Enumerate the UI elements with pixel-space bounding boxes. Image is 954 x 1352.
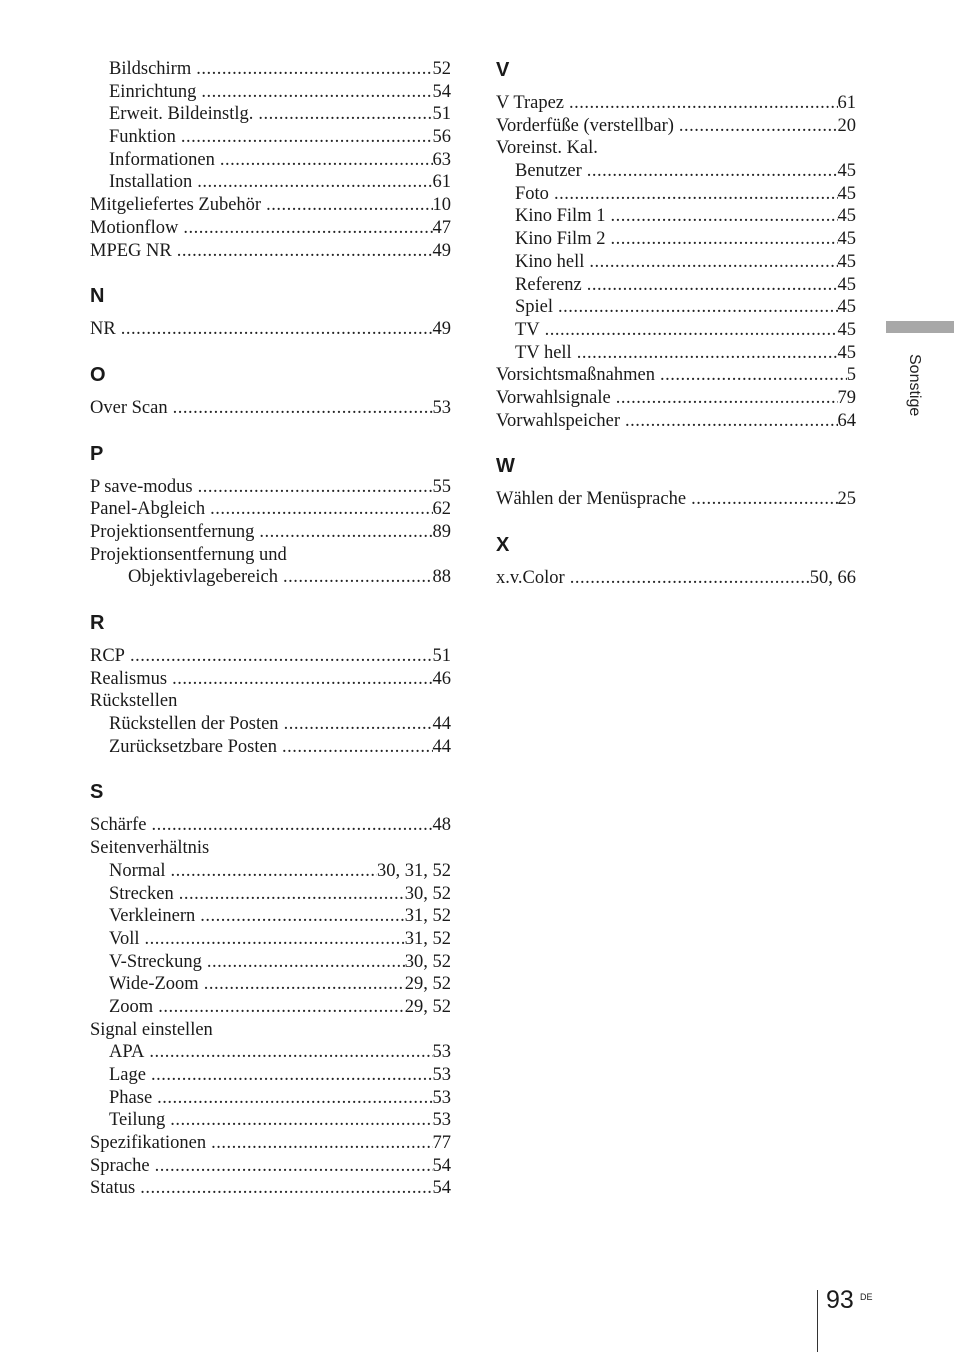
index-entry — [90, 498, 451, 521]
index-page-ref: 20 — [837, 115, 856, 136]
index-page-ref: 45 — [837, 342, 856, 363]
dot-leader — [166, 860, 377, 883]
index-entry — [90, 1155, 451, 1178]
dot-leader — [176, 126, 433, 149]
index-term: Spiel — [515, 297, 554, 318]
index-entry — [90, 81, 451, 104]
index-page-ref: 64 — [837, 410, 856, 431]
index-term: Informationen — [109, 149, 215, 170]
index-page-ref: 53 — [432, 397, 451, 418]
index-page-ref: 61 — [837, 93, 856, 113]
dot-leader — [564, 92, 837, 115]
index-section — [90, 58, 451, 262]
dot-leader — [196, 81, 432, 104]
index-term: Sprache — [90, 1155, 150, 1176]
dot-leader — [553, 296, 837, 319]
index-page-ref: 30, 52 — [404, 951, 451, 972]
index-term: Vorwahlspeicher — [496, 410, 620, 431]
index-term: Kino hell — [515, 251, 585, 272]
dot-leader — [584, 251, 837, 274]
index-page-ref: 79 — [837, 387, 856, 408]
dot-leader — [135, 1177, 432, 1200]
dot-leader — [205, 498, 432, 521]
index-term: Realismus — [90, 668, 168, 689]
dot-leader — [605, 205, 837, 228]
dot-leader — [193, 476, 433, 499]
dot-leader — [192, 171, 432, 194]
index-term: Signal einstellen — [90, 1019, 213, 1040]
index-entry — [90, 951, 451, 974]
index-term: Projektionsentfernung und — [90, 544, 287, 565]
index-entry — [90, 973, 451, 996]
dot-leader — [116, 318, 433, 341]
index-term: Projektionsentfernung — [90, 521, 255, 542]
index-page-ref: 31, 52 — [404, 906, 451, 927]
index-page-ref: 45 — [837, 251, 856, 272]
index-page-ref: 63 — [432, 149, 451, 170]
index-term: Seitenverhältnis — [90, 838, 210, 859]
index-entry — [496, 342, 856, 365]
index-section — [90, 363, 451, 420]
side-tab-label: Sonstige — [906, 354, 923, 417]
dot-leader — [277, 736, 433, 759]
index-entry — [90, 318, 451, 341]
dot-leader — [279, 713, 433, 736]
index-entry — [496, 205, 856, 228]
dot-leader — [605, 228, 837, 251]
index-page-ref: 88 — [432, 567, 451, 588]
index-term: Strecken — [109, 883, 174, 904]
index-page-ref: 89 — [432, 521, 451, 542]
index-page-ref: 44 — [432, 736, 451, 757]
index-page-ref: 29, 52 — [404, 996, 451, 1017]
section-letter-heading: W — [496, 455, 515, 478]
index-term: Voreinst. Kal. — [496, 138, 598, 159]
index-page-ref: 62 — [432, 499, 451, 520]
index-entry — [90, 668, 451, 691]
dot-leader — [261, 194, 432, 217]
index-page-ref: 47 — [432, 217, 451, 238]
dot-leader — [167, 668, 432, 691]
index-entry — [90, 240, 451, 263]
index-page-ref: 25 — [837, 489, 856, 510]
index-section — [496, 533, 856, 590]
dot-leader — [215, 149, 433, 172]
dot-leader — [674, 115, 838, 138]
dot-leader — [253, 103, 432, 126]
index-term: RCP — [90, 646, 125, 666]
index-page-ref: 50, 66 — [809, 568, 856, 588]
index-page-ref: 53 — [432, 1087, 451, 1108]
index-entry — [90, 713, 451, 736]
index-term: Funktion — [109, 127, 176, 148]
dot-leader — [254, 521, 432, 544]
dot-leader — [655, 364, 847, 387]
index-term: Wählen der Menüsprache — [496, 489, 687, 510]
index-page-ref: 44 — [432, 714, 451, 735]
index-term: Phase — [109, 1087, 153, 1108]
index-page-ref: 46 — [432, 668, 451, 689]
dot-leader — [125, 645, 433, 668]
section-letter-heading: V — [496, 59, 510, 81]
index-page-ref: 45 — [837, 183, 856, 204]
dot-leader — [153, 996, 405, 1019]
index-entry — [90, 690, 451, 713]
dot-leader — [195, 905, 404, 928]
index-term: V Trapez — [496, 93, 565, 113]
index-section — [90, 780, 451, 1200]
dot-leader — [582, 160, 838, 183]
dot-leader — [611, 387, 838, 410]
index-term: Panel-Abgleich — [90, 499, 206, 520]
index-page-ref: 51 — [432, 646, 451, 666]
index-page-ref: 10 — [432, 195, 451, 216]
index-entry — [90, 860, 451, 883]
index-page-ref: 45 — [837, 206, 856, 227]
index-term: Vorwahlsignale — [496, 387, 611, 408]
index-term: Foto — [515, 183, 549, 204]
index-page-ref: 51 — [432, 104, 451, 125]
section-letter-heading: S — [90, 781, 104, 804]
index-entry — [90, 905, 451, 928]
index-page-ref: 53 — [432, 1065, 451, 1085]
index-page-ref: 49 — [432, 319, 451, 340]
index-term: Erweit. Bildeinstlg. — [109, 104, 254, 125]
index-entry — [496, 183, 856, 206]
index-entry — [496, 319, 856, 342]
index-page-ref: 48 — [432, 815, 451, 836]
index-entry — [90, 736, 451, 759]
index-entry — [496, 488, 856, 511]
index-term: Kino Film 2 — [515, 229, 606, 250]
dot-leader — [144, 1041, 432, 1064]
dot-leader — [140, 928, 405, 951]
index-entry — [90, 1019, 451, 1042]
dot-leader — [620, 410, 838, 433]
index-term: Wide-Zoom — [109, 974, 199, 995]
index-entry — [90, 521, 451, 544]
index-term: Motionflow — [90, 217, 179, 238]
index-entry — [90, 126, 451, 149]
index-entry — [90, 996, 451, 1019]
index-page-ref: 54 — [432, 1155, 451, 1176]
index-entry — [90, 837, 451, 860]
dot-leader — [172, 240, 433, 263]
dot-leader — [278, 566, 433, 589]
index-entry — [496, 364, 856, 387]
side-tab-bar — [886, 321, 954, 333]
index-term: Mitgeliefertes Zubehör — [90, 195, 262, 216]
page-language-code: DE — [860, 1292, 873, 1302]
dot-leader — [199, 973, 405, 996]
index-entry — [90, 645, 451, 668]
index-entry — [90, 58, 451, 81]
index-section — [90, 442, 451, 589]
index-entry — [496, 567, 856, 590]
dot-leader — [178, 217, 432, 240]
index-term: Vorsichtsmaßnahmen — [496, 365, 655, 386]
dot-leader — [582, 274, 838, 297]
dot-leader — [540, 319, 838, 342]
index-page-ref: 49 — [432, 240, 451, 261]
index-page-ref: 56 — [432, 127, 451, 148]
dot-leader — [174, 883, 405, 906]
index-entry — [90, 544, 451, 567]
dot-leader — [152, 1087, 432, 1110]
index-page-ref: 54 — [432, 81, 451, 102]
index-entry — [90, 1087, 451, 1110]
dot-leader — [686, 488, 837, 511]
index-entry — [90, 1109, 451, 1132]
index-entry — [90, 883, 451, 906]
index-column-right — [496, 58, 856, 612]
index-entry — [496, 274, 856, 297]
index-entry — [496, 296, 856, 319]
index-term: Bildschirm — [109, 59, 192, 79]
index-entry — [496, 387, 856, 410]
index-term: Verkleinern — [109, 906, 196, 927]
section-letter-heading: R — [90, 612, 105, 634]
index-entry — [90, 814, 451, 837]
index-term: Over Scan — [90, 397, 168, 418]
index-page-ref: 54 — [432, 1178, 451, 1199]
index-entry — [496, 228, 856, 251]
footer-divider — [817, 1290, 818, 1352]
dot-leader — [549, 183, 838, 206]
index-term: Objektivlagebereich — [128, 567, 278, 588]
index-term: APA — [109, 1042, 145, 1063]
index-term: P save-modus — [90, 476, 193, 497]
index-entry — [90, 217, 451, 240]
dot-leader — [147, 814, 433, 837]
index-term: Schärfe — [90, 815, 147, 836]
index-page-ref: 45 — [837, 297, 856, 318]
index-term: Voll — [109, 928, 140, 949]
index-term: Normal — [109, 860, 166, 881]
index-page-ref: 45 — [837, 274, 856, 295]
index-term: NR — [90, 319, 116, 340]
index-term: Einrichtung — [109, 81, 197, 102]
dot-leader — [146, 1064, 433, 1087]
index-entry — [496, 92, 856, 115]
index-page-ref: 31, 52 — [404, 928, 451, 949]
index-term: Spezifikationen — [90, 1133, 207, 1154]
index-entry — [90, 103, 451, 126]
index-page-ref: 45 — [837, 319, 856, 340]
index-term: Vorderfüße (verstellbar) — [496, 115, 674, 136]
dot-leader — [565, 567, 810, 590]
index-term: Benutzer — [515, 161, 582, 182]
index-page-ref: 30, 52 — [404, 883, 451, 904]
index-entry — [496, 137, 856, 160]
index-entry — [90, 476, 451, 499]
index-section — [90, 284, 451, 341]
index-term: MPEG NR — [90, 240, 172, 261]
section-letter-heading: O — [90, 363, 106, 386]
dot-leader — [168, 397, 433, 420]
dot-leader — [202, 951, 405, 974]
index-term: TV hell — [515, 342, 572, 363]
index-term: Zoom — [109, 996, 154, 1017]
section-letter-heading: P — [90, 442, 104, 465]
index-term: Rückstellen der Posten — [109, 714, 279, 735]
section-letter-heading: X — [496, 534, 510, 556]
index-page-ref: 5 — [846, 365, 856, 386]
index-entry — [90, 928, 451, 951]
dot-leader — [165, 1109, 432, 1132]
index-term: TV — [515, 319, 540, 340]
index-entry — [496, 251, 856, 274]
index-page-ref: 53 — [432, 1110, 451, 1131]
index-page-ref: 61 — [432, 172, 451, 193]
index-term: Rückstellen — [90, 691, 178, 712]
index-page-ref: 30, 31, 52 — [377, 860, 451, 881]
index-entry — [90, 149, 451, 172]
index-entry — [90, 171, 451, 194]
index-term: Teilung — [109, 1110, 166, 1131]
dot-leader — [206, 1132, 432, 1155]
index-term: Status — [90, 1178, 136, 1199]
index-page-ref: 77 — [432, 1133, 451, 1154]
index-entry — [90, 1132, 451, 1155]
index-section — [90, 611, 451, 758]
page-number: 93 — [826, 1286, 854, 1314]
index-term: Kino Film 1 — [515, 206, 606, 227]
index-section — [496, 58, 856, 432]
index-entry — [90, 1064, 451, 1087]
dot-leader — [150, 1155, 433, 1178]
index-section — [496, 454, 856, 511]
index-page-ref: 45 — [837, 229, 856, 250]
index-page-ref: 55 — [432, 476, 451, 497]
index-entry — [496, 410, 856, 433]
index-column-left — [90, 58, 451, 1222]
index-term: Installation — [109, 172, 193, 193]
index-entry — [496, 160, 856, 183]
index-page-ref: 53 — [432, 1042, 451, 1063]
index-term: V-Streckung — [109, 951, 202, 972]
index-page-ref: 45 — [837, 161, 856, 182]
index-term: Lage — [109, 1065, 146, 1085]
index-term: x.v.Color — [496, 568, 565, 588]
index-entry — [90, 566, 451, 589]
index-term: Referenz — [515, 274, 582, 295]
index-entry — [90, 1041, 451, 1064]
dot-leader — [191, 58, 432, 81]
index-page-ref: 52 — [432, 59, 451, 79]
section-letter-heading: N — [90, 285, 105, 308]
index-page-ref: 29, 52 — [404, 974, 451, 995]
index-entry — [90, 194, 451, 217]
index-term: Zurücksetzbare Posten — [109, 736, 277, 757]
index-entry — [496, 115, 856, 138]
index-entry — [90, 1177, 451, 1200]
dot-leader — [572, 342, 838, 365]
index-entry — [90, 397, 451, 420]
